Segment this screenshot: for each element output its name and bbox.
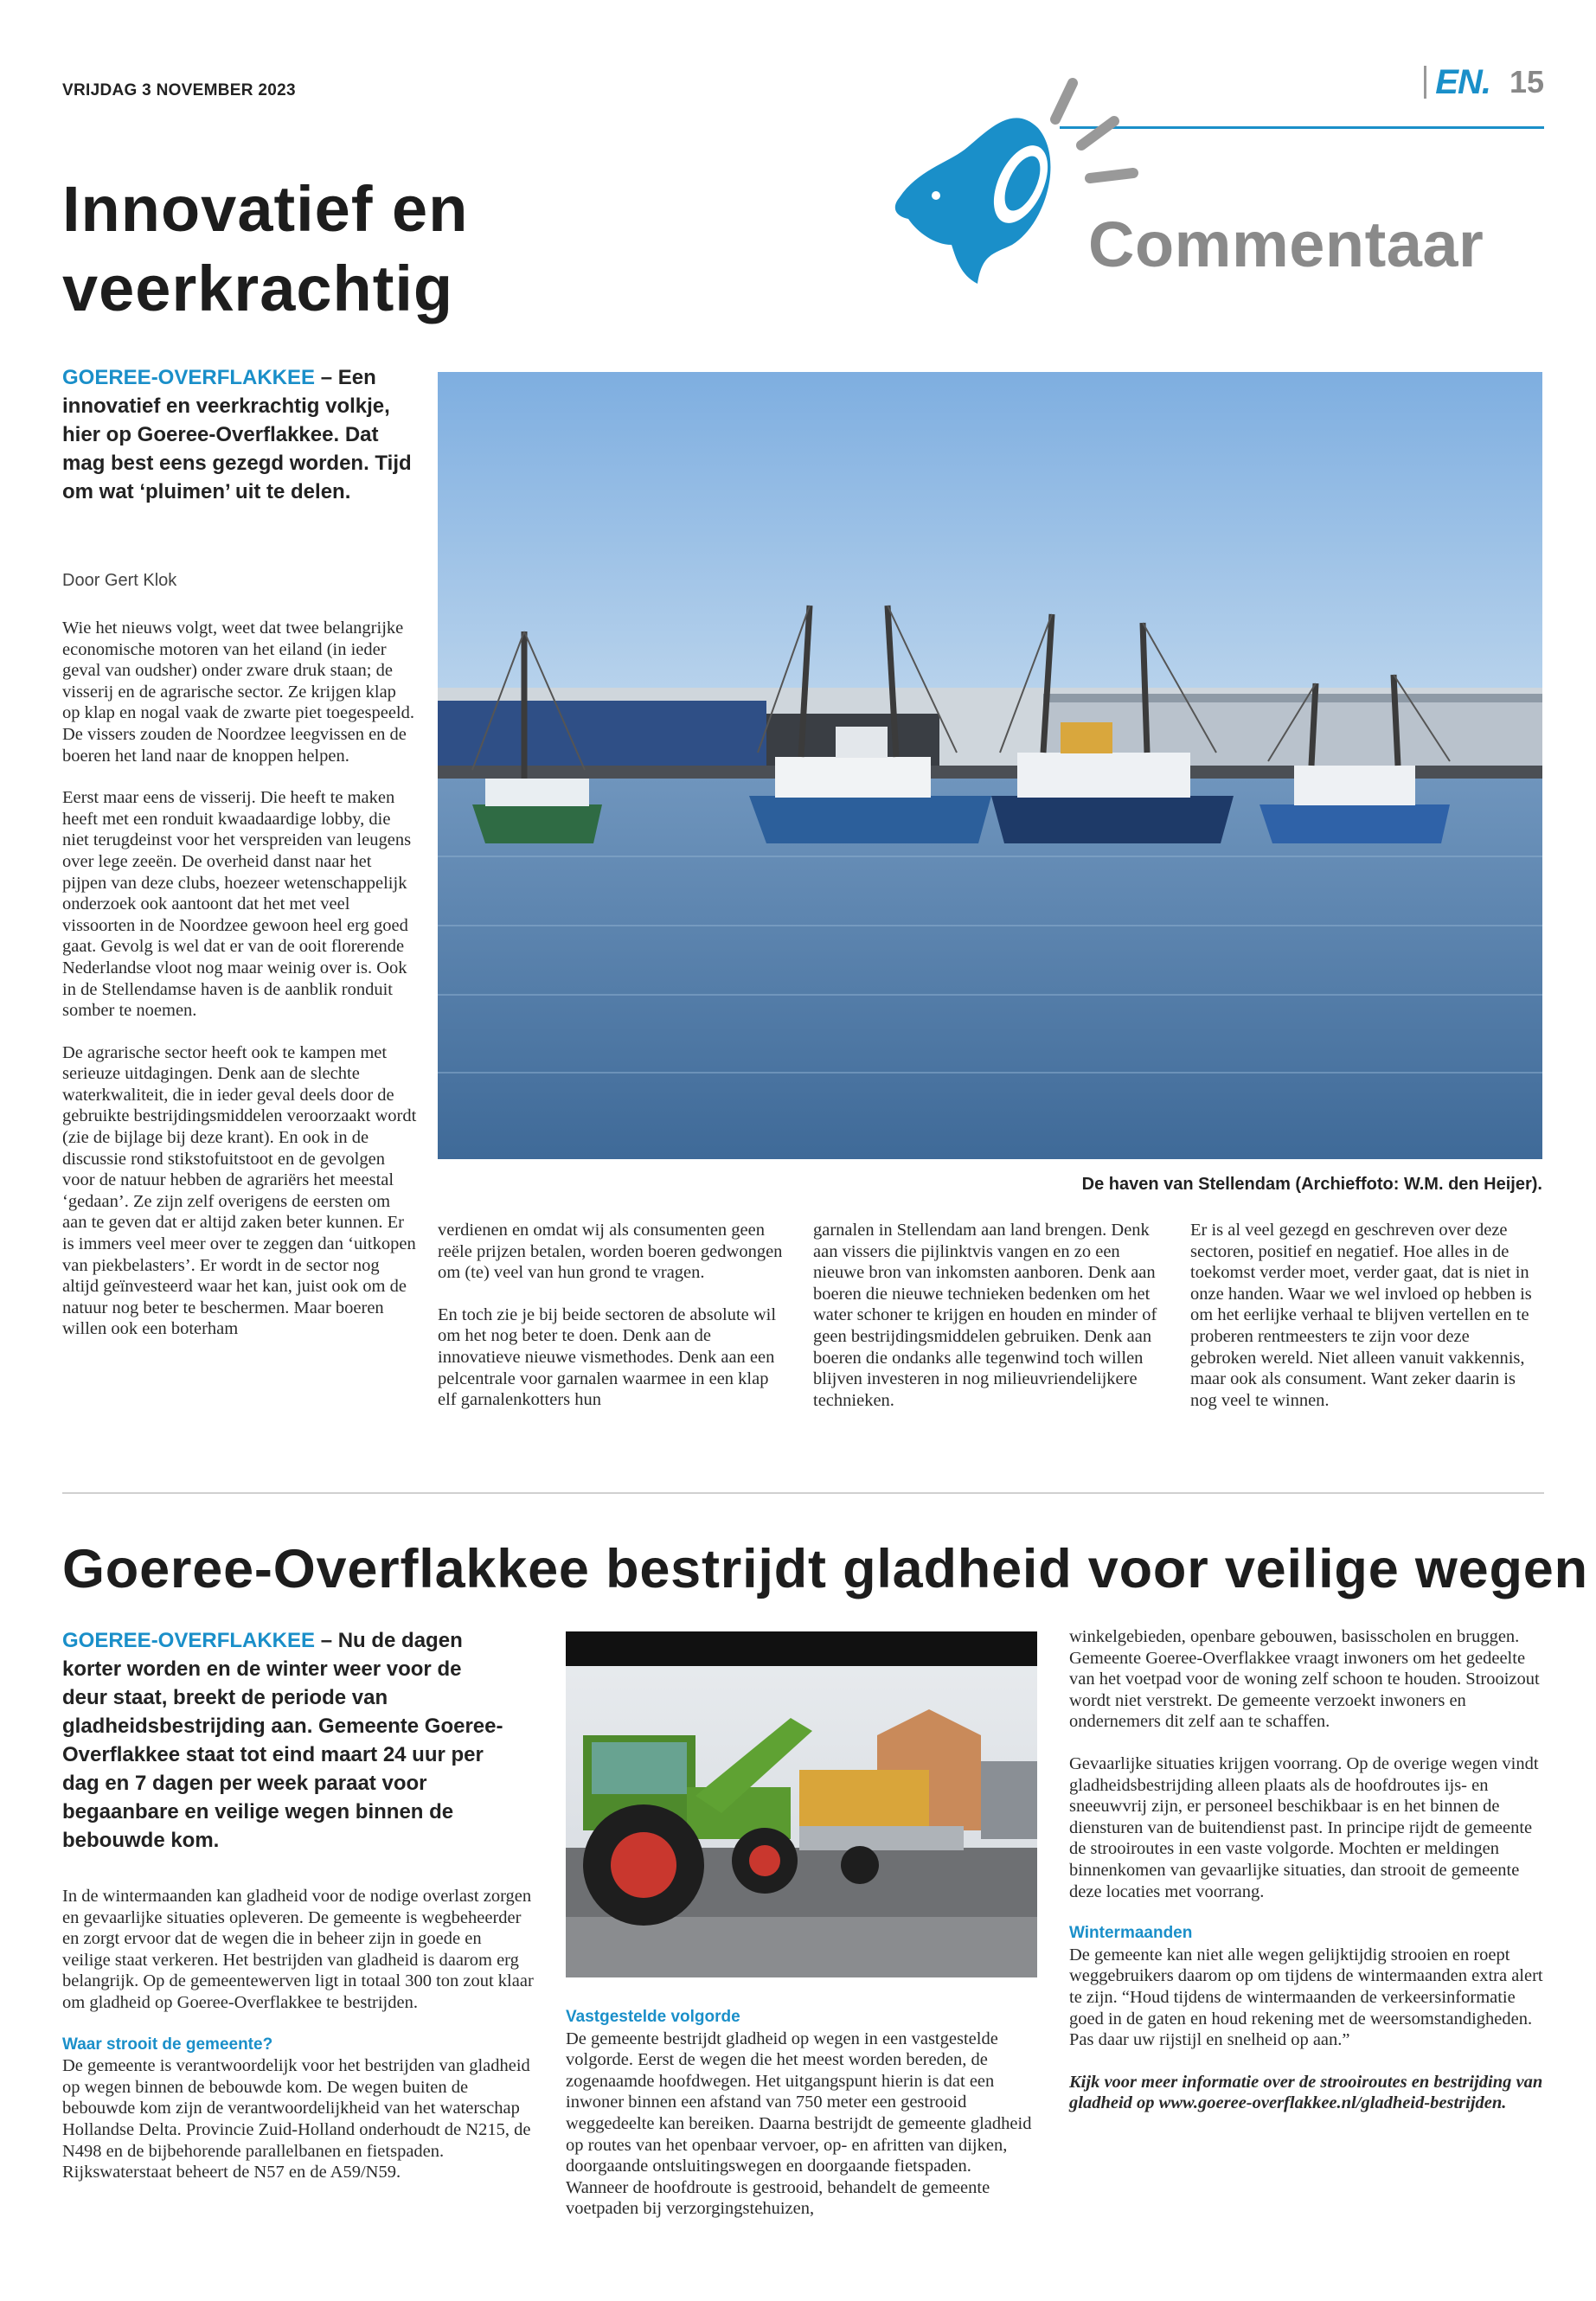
article1-column-4	[1190, 1220, 1536, 1432]
article1-headline	[62, 170, 468, 329]
photo-caption: De haven van Stellendam (Archieffoto: W.M. den Heijer).	[1081, 1175, 1542, 1194]
issue-date: VRIJDAG 3 NOVEMBER 2023	[62, 81, 296, 99]
headline-line: Innovatief en	[62, 173, 469, 245]
article1-column-1	[62, 618, 417, 1361]
article1-lead	[62, 363, 417, 506]
section-title: Commentaar	[1088, 208, 1484, 280]
article2-column-3	[1069, 1626, 1545, 2135]
harbour-photo	[438, 372, 1542, 1159]
page-number: 15	[1509, 64, 1544, 99]
paragraph: De agrarische sector heeft ook te kampen met serieuze uitdagingen. Denk aan de slechte waterkwaliteit, die in ieder geval deels door de gebruikte bestrijdingsmiddelen veroorzaakt wordt (zie de bijlage bij deze krant). En ook in de discussie rond stikstofuitstoot en de gevolgen voor de natuur hebben de agrariërs het meestal ‘gedaan’. Ze zijn zelf overigens de eersten om aan te geven dat er altijd zaken beter kunnen. Er is immers veel meer over te zeggen dan ‘uitkopen van piekbelasters’. Er wordt in de sector nog altijd geïnvesteerd waar het kan, juist ook om de natuur nog beter te beschermen. Maar boeren willen ook een boterham	[62, 1042, 417, 1339]
paragraph: winkelgebieden, openbare gebouwen, basisscholen en bruggen. Gemeente Goeree-Overflakkee vraagt inwoners om het gedeelte van het voetpad voor de woning zelf schoon te houden. Strooizout wordt niet verstrekt. De gemeente verzoekt inwoners en ondernemers dit zelf aan te schaffen.	[1069, 1627, 1540, 1732]
headline-line: veerkrachtig	[62, 253, 454, 324]
paragraph: En toch zie je bij beide sectoren de absolute wil om het nog beter te doen. Denk aan de innovatieve nieuwe vismethodes. Denk aan een pelcentrale voor garnalen waarmee in een klap elf garnalenkotters hun	[438, 1304, 777, 1410]
lead-text: – Nu de dagen korter worden en de winter weer voor de deur staat, breekt de periode van gladheidsbestrijding aan. Gemeente Goeree-Overflakkee staat tot eind maart 24 uur per dag en 7 dagen per week paraat voor begaanbare en veilige wegen binnen de bebouwde kom.	[62, 1629, 503, 1852]
paragraph: Eerst maar eens de visserij. Die heeft te maken heeft met een ronduit kwaadaardige lobby, die niet terugdeinst voor het verspreiden van leugens over lege zeeën. De overheid danst naar het pijpen van deze clubs, hoezeer wetenschappelijk onderzoek ook aantoont dat het met veel vissoorten in de Noordzee gewoon heel erg goed gaat. Gevolg is wel dat er van de ooit florerende Nederlandse vloot nog maar weinig over is. Ook in de Stellendamse haven is de aanblik ronduit somber te noemen.	[62, 788, 412, 1021]
article1-column-3	[813, 1220, 1159, 1432]
paragraph: In de wintermaanden kan gladheid voor de nodige overlast zorgen en gevaarlijke situaties opleveren. De gemeente is wegbeheerder en zorgt ervoor dat de wegen die in beheer zijn in goede en veilige staat verkeren. Het bestrijden van gladheid is daarom erg belangrijk. Op de gemeentewerven ligt in totaal 300 ton zout klaar om gladheid op Goeree-Overflakkee te bestrijden.	[62, 1887, 534, 2012]
paragraph: De gemeente bestrijdt gladheid op wegen in een vastgestelde volgorde. Eerst de wegen die het meest worden bereden, de zogenaamde hoofdwegen. Het uitgangspunt hierin is dat een inwoner binnen een afstand van 750 meter een gestrooid weggedeelte kan bereiken. Daarna bestrijdt de gemeente gladheid op routes van het openbaar vervoer, op- en afritten van dijken, doorgaande ontsluitingswegen en doorgaande fietspaden. Wanneer de hoofdroute is gestrooid, behandelt de gemeente voetpaden bij verzorgingstehuizen,	[566, 2029, 1032, 2219]
paragraph: De gemeente kan niet alle wegen gelijktijdig strooien en roept weggebruikers daarom op om tijdens de wintermaanden extra alert te zijn. “Houd tijdens de wintermaanden de verkeersinformatie goed in de gaten en houd rekening met de weersomstandigheden. Pas daar uw rijstijl en snelheid op aan.”	[1069, 1945, 1543, 2050]
dateline: GOEREE-OVERFLAKKEE	[62, 1629, 316, 1652]
paragraph: Gevaarlijke situaties krijgen voorrang. Op de overige wegen vindt gladheidsbestrijding alleen plaats als de hoofdroutes ijs- en sneeuwvrij zijn, er personeel beschikbaar is en het binnen de diensturen van de buitendienst past. In principe rijdt de gemeente de strooiroutes in een vaste volgorde. Mochten er meldingen binnenkomen van gevaarlijke situaties, dan strooit de gemeente deze locaties met voorrang.	[1069, 1753, 1539, 1901]
info-link-paragraph[interactable]: Kijk voor meer informatie over de strooiroutes en bestrijding van gladheid op www.goeree-overflakkee.nl/gladheid-bestrijden.	[1069, 2072, 1543, 2113]
tractor-photo	[566, 1631, 1037, 1977]
newspaper-logo[interactable]: EN.	[1424, 66, 1490, 99]
article1-column-2	[438, 1220, 784, 1432]
paragraph: Er is al veel gezegd en geschreven over deze sectoren, positief en negatief. Hoe alles in de toekomst verder moet, verder gaat, dat is niet in onze handen. Waar we wel invloed op hebben is om het eerlijke verhaal te blijven vertellen en te proberen rentmeesters te zijn voor deze gebroken wereld. Niet alleen vanuit vakkennis, maar ook als consument. Want zeker daarin is nog veel te winnen.	[1190, 1221, 1532, 1410]
article2-column-1	[62, 1886, 534, 2204]
paragraph: De gemeente is verantwoordelijk voor het bestrijden van gladheid op wegen binnen de bebouwde kom. De wegen buiten de bebouwde kom zijn de verantwoordelijkheid van het waterschap Hollandse Delta. Provincie Zuid-Holland onderhoudt de N215, de N498 en de bijbehorende parallelbanen en fietspaden. Rijkswaterstaat beheert de N57 en de A59/N59.	[62, 2056, 531, 2182]
masthead	[1424, 64, 1544, 100]
article2-headline: Goeree-Overflakkee bestrijdt gladheid voor veilige wegen	[62, 1539, 1588, 1599]
paragraph: verdienen en omdat wij als consumenten geen reële prijzen betalen, worden boeren gedwongen om (te) veel van hun grond te vragen.	[438, 1221, 783, 1283]
paragraph: Wie het nieuws volgt, weet dat twee belangrijke economische motoren van het eiland (in ieder geval van oudsher) onder zware druk staan; de visserij en de agrarische sector. Ze krijgen klap op klap en nogal vaak de zwarte piet toegespeeld. De vissers zouden de Noordzee leegvissen en de boeren het land naar de knoppen helpen.	[62, 619, 414, 766]
subheading: Waar strooit de gemeente?	[62, 2035, 273, 2054]
article-divider	[62, 1492, 1544, 1494]
subheading: Vastgestelde volgorde	[566, 2008, 740, 2026]
article2-lead	[62, 1626, 512, 1855]
subheading: Wintermaanden	[1069, 1924, 1193, 1943]
lead-text: – Een innovatief en veerkrachtig volkje, hier op Goeree-Overflakkee. Dat mag best eens gezegd worden. Tijd om wat ‘pluimen’ uit te delen.	[62, 366, 412, 503]
paragraph: garnalen in Stellendam aan land brengen. Denk aan vissers die pijlinktvis vangen en zo een nieuwe bron van inkomsten aanboren. Denk aan boeren die nieuwe technieken bedenken om het water schoner te krijgen en houden en minder of geen bestrijdingsmiddelen gebruiken. Denk aan boeren die ondanks alle tegenwind toch willen blijven investeren in nog milieuvriendelijkere technieken.	[813, 1221, 1157, 1410]
dateline: GOEREE-OVERFLAKKEE	[62, 366, 316, 389]
article2-column-2	[566, 2007, 1037, 2240]
byline: Door Gert Klok	[62, 571, 177, 590]
